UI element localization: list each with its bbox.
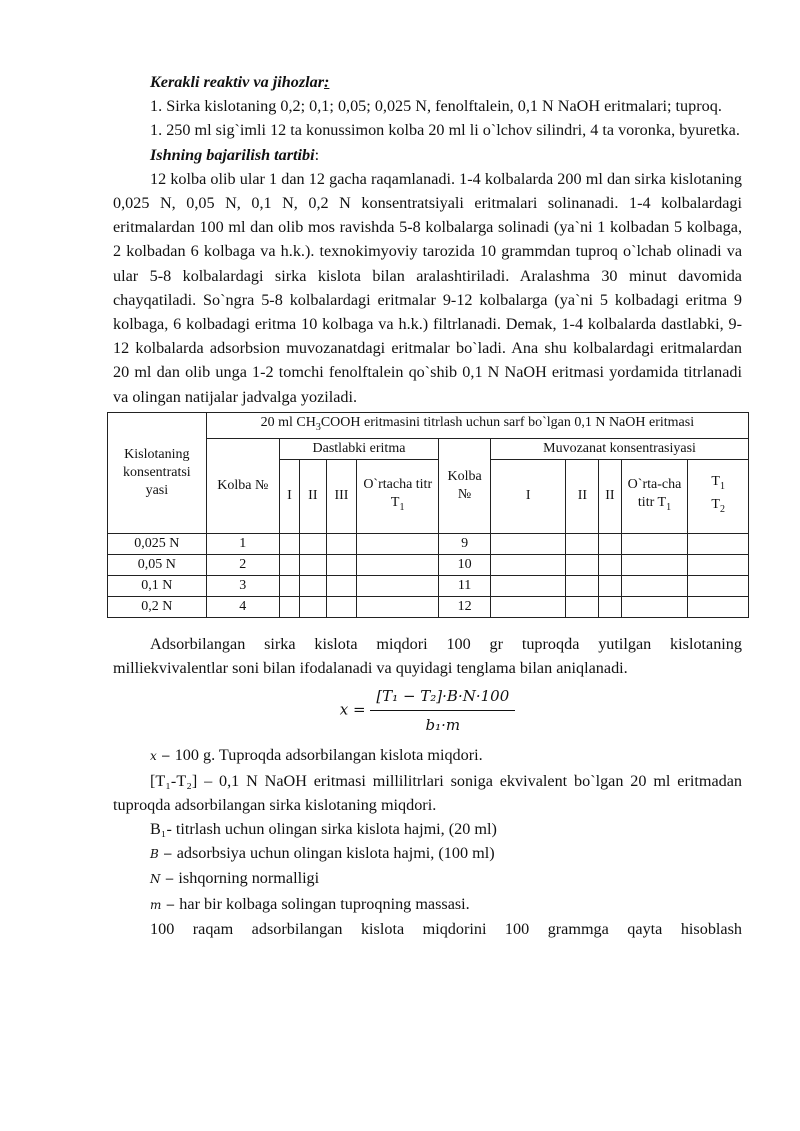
formula-lhs: x =: [339, 700, 366, 719]
header-equilibrium: Muvozanat konsentrasiyasi: [491, 438, 749, 459]
header-avg: O`rtacha titr $T_1$: [357, 459, 439, 533]
definition-x: x − 100 g. Tuproqda adsorbilangan kislota miqdori.: [150, 746, 483, 765]
table-row: 0,2 N 4 12: [108, 596, 749, 617]
header-eq-avg: O`rta-cha titr $T_1$: [621, 459, 688, 533]
formula-numerator: [T₁ − T₂]·B·N·100: [370, 684, 515, 711]
definition-n: N − ishqorning normalligi: [150, 869, 320, 888]
header-eq-ii: II: [566, 459, 599, 533]
procedure-paragraph: 12 kolba olib ular 1 dan 12 gacha raqamlanadi. 1-4 kolbalarda 200 ml dan sirka kislotaning 0,025 N, 0,05 N, 0,1 N, 0,2 N konsentratsiyali eritmalari solinanadi. 1-4 kolbalardagi eritmalardan 100 ml dan olib mos ravishda 5-8 kolbalarga solinadi (ya`ni 1 kolbadan 5 kolbaga, 2 kolbadan 6 kolbaga va h.k.). texnokimyoviy tarozida 10 grammdan tuproq o`lchab olinadi va ular 5-8 kolbalardagi sirka kislota bilan aralashtiriladi. Aralashma 30 minut davomida chayqatiladi. So`ngra 5-8 kolbalardagi eritmalar 9-12 kolbalarga (ya`ni 5 kolbadagi eritma 9 kolbaga, 6 kolbadagi eritma 10 kolbaga va h.k.) filtrlanadi. Demak, 1-4 kolbalarda dastlabki, 9-12 kolbalarda adsorbsion muvozanatdagi eritmalar bo`ladi. Ana shu kolbalardagi eritmalardan 20 ml dan olib unga 1-2 tomchi fenolftalein qo`shib 0,1 N NaOH eritmasi yordamida titrlanadi va olingan natijalar jadvalga yoziladi.: [113, 169, 742, 406]
formula: [113, 684, 742, 737]
last-line: 100 raqam adsorbilangan kislota miqdorini 100 grammga qayta hisoblash: [150, 919, 742, 938]
header-eq-iii: II: [599, 459, 621, 533]
definition-b1: B₁- titrlash uchun olingan sirka kislota hajmi, (20 ml): [150, 820, 497, 839]
reagents-paragraph: 1. Sirka kislotaning 0,2; 0,1; 0,05; 0,025 N, fenolftalein, 0,1 N NaOH eritmalari; tuproq.: [150, 97, 722, 116]
results-table: [107, 412, 749, 618]
header-i: I: [279, 459, 299, 533]
table-row: 0,05 N 2 10: [108, 554, 749, 575]
procedure-heading: Ishning bajarilish tartibi:: [150, 145, 320, 164]
reagents-heading: Kerakli reaktiv va jihozlar:: [150, 73, 330, 91]
definition-t1-t2: [T₁-T₂] – 0,1 N NaOH eritmasi millilitrlari soniga ekvivalent bo`lgan 20 ml eritmadan tuproqda adsorbilangan sirka kislotaning miqdori.: [113, 771, 742, 814]
document-page: [113, 70, 742, 941]
formula-denominator: b₁·m: [425, 716, 461, 735]
table-row: 0,025 N 1 9: [108, 533, 749, 554]
definition-m: m − har bir kolbaga solingan tuproqning massasi.: [150, 894, 470, 913]
header-flask: Kolba №: [206, 438, 279, 533]
header-eq-i: I: [491, 459, 566, 533]
definition-b: B − adsorbsiya uchun olingan kislota hajmi, (100 ml): [150, 844, 495, 863]
header-t1-t2: $T_1$ $T_2$: [688, 459, 749, 533]
header-initial: Dastlabki eritma: [279, 438, 438, 459]
adsorption-paragraph: Adsorbilangan sirka kislota miqdori 100 gr tuproqda yutilgan kislotaning milliekvivalentlar soni bilan ifodalanadi va quyidagi tenglama bilan aniqlanadi.: [113, 634, 742, 677]
header-flask-2: Kolba №: [439, 438, 491, 533]
table-row: 0,1 N 3 11: [108, 575, 749, 596]
header-titration: 20 ml $CH_3COOH$ eritmasini titrlash uchun sarf bo`lgan 0,1 N NaOH eritmasi: [206, 412, 748, 438]
header-concentration: Kislotaning konsentratsi yasi: [108, 412, 207, 533]
header-iii: III: [326, 459, 357, 533]
header-ii: II: [300, 459, 327, 533]
equipment-paragraph: 1. 250 ml sig`imli 12 ta konussimon kolba 20 ml li o`lchov silindri, 4 ta voronka, byuretka.: [150, 121, 740, 140]
